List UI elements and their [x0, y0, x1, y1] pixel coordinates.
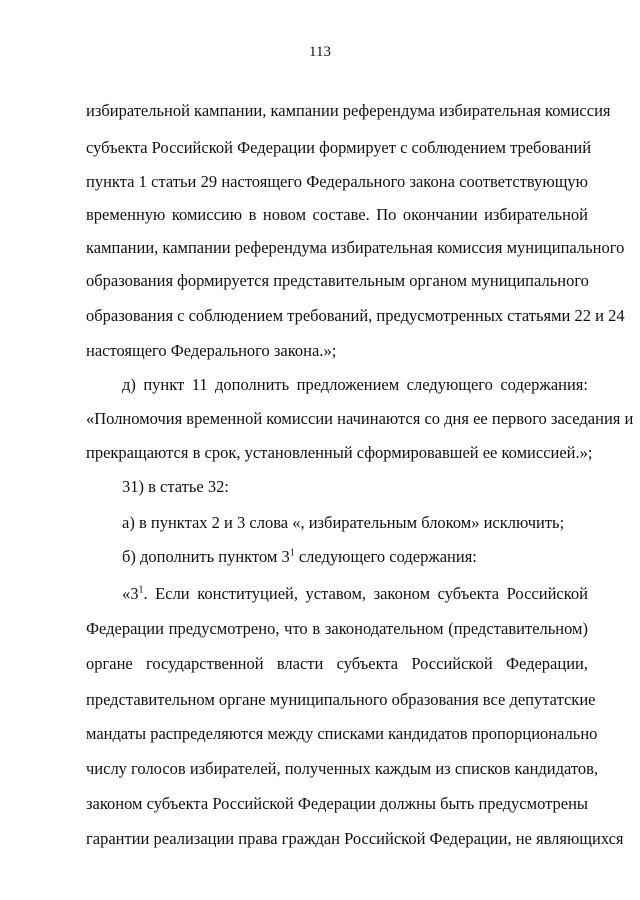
superscript: 1	[138, 584, 144, 596]
text-line: образования с соблюдением требований, предусмотренных статьями 22 и 24	[86, 306, 625, 325]
text-line: «Полномочия временной комиссии начинаются со дня ее первого заседания и	[86, 409, 634, 428]
text-line	[122, 547, 588, 567]
text-line: 31) в статье 32:	[122, 477, 229, 496]
text-line: законом субъекта Российской Федерации должны быть предусмотрены	[86, 794, 588, 813]
text-line: кампании, кампании референдума избирательная комиссия муниципального	[86, 238, 625, 257]
text-segment: следующего содержания:	[294, 547, 477, 566]
text-line: мандаты распределяются между списками кандидатов пропорционально	[86, 724, 598, 743]
text-line: д) пункт 11 дополнить предложением следующего содержания:	[122, 375, 588, 394]
text-line: гарантии реализации права граждан Российской Федерации, не являющихся	[86, 829, 624, 848]
text-segment: . Если конституцией, уставом, законом субъекта Российской	[143, 584, 588, 603]
text-line: представительном органе муниципального образования все депутатские	[86, 690, 596, 709]
text-line	[122, 584, 588, 604]
text-line: настоящего Федерального закона.»;	[86, 341, 337, 360]
text-segment: б) дополнить пунктом 3	[122, 547, 290, 566]
text-line: образования формируется представительным органом муниципального	[86, 271, 589, 290]
superscript: 1	[289, 547, 295, 559]
text-line: Федерации предусмотрено, что в законодательном (представительном)	[86, 619, 588, 638]
text-line: временную комиссию в новом составе. По окончании избирательной	[86, 205, 588, 224]
text-line: органе государственной власти субъекта Российской Федерации,	[86, 654, 588, 673]
text-segment: «3	[122, 584, 139, 603]
page-number: 113	[309, 44, 331, 60]
text-line: а) в пунктах 2 и 3 слова «, избирательным блоком» исключить;	[122, 513, 565, 532]
text-line: прекращаются в срок, установленный сформировавшей ее комиссией.»;	[86, 443, 593, 462]
text-line: избирательной кампании, кампании референдума избирательная комиссия	[86, 101, 611, 120]
text-line: пункта 1 статьи 29 настоящего Федерального закона соответствующую	[86, 172, 588, 191]
text-line: числу голосов избирателей, полученных каждым из списков кандидатов,	[86, 759, 599, 778]
text-line: субъекта Российской Федерации формирует с соблюдением требований	[86, 138, 592, 157]
